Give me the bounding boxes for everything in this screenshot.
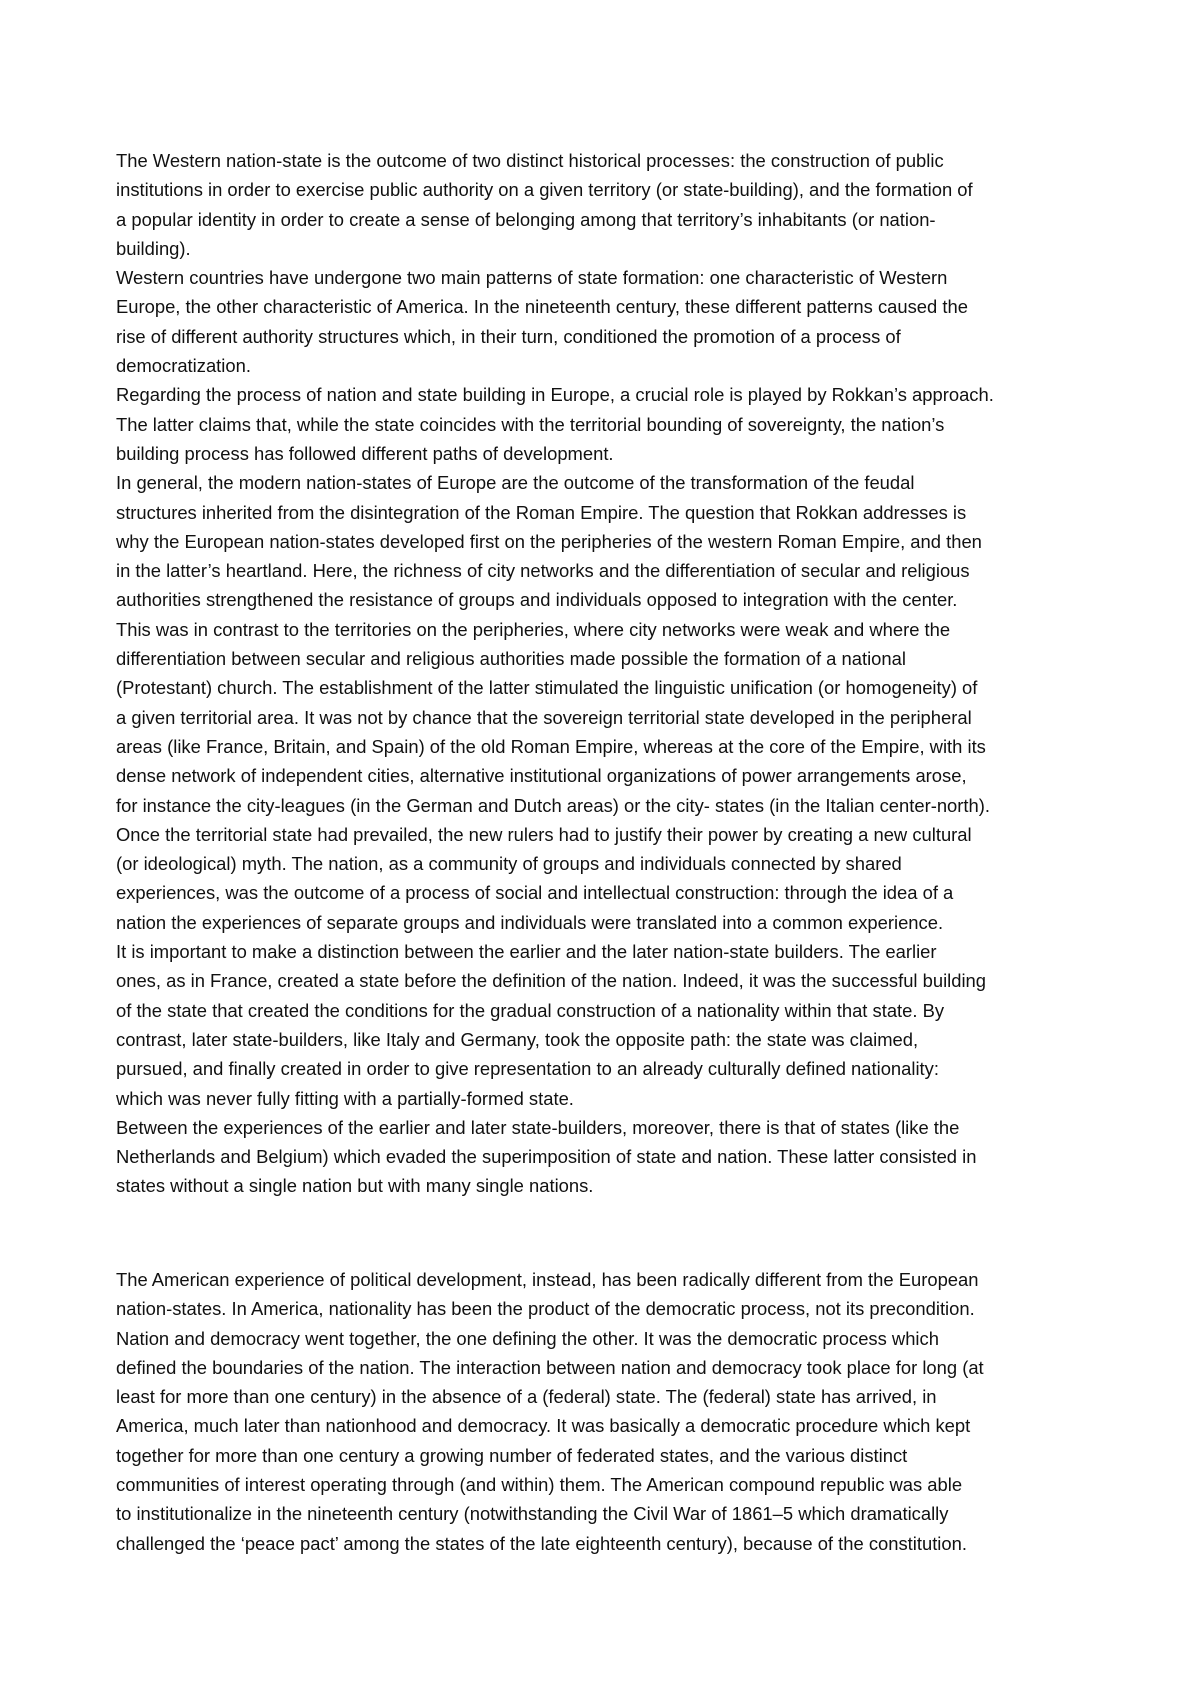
text-line: defined the boundaries of the nation. The interaction between nation and democracy took place for long (at [116, 1356, 984, 1378]
text-line: structures inherited from the disintegration of the Roman Empire. The question that Rokkan addresses is [116, 501, 967, 523]
text-line: a given territorial area. It was not by chance that the sovereign territorial state developed in the peripheral [116, 706, 972, 728]
text-line: building). [116, 237, 191, 259]
text-line: Once the territorial state had prevailed, the new rulers had to justify their power by creating a new cultural [116, 823, 972, 845]
text-line: Regarding the process of nation and state building in Europe, a crucial role is played by Rokkan’s approach. [116, 384, 994, 406]
text-line: In general, the modern nation-states of Europe are the outcome of the transformation of the feudal [116, 472, 915, 494]
text-line: Between the experiences of the earlier and later state-builders, moreover, there is that of states (like the [116, 1116, 960, 1138]
text-line: nation-states. In America, nationality has been the product of the democratic process, not its precondition. [116, 1298, 975, 1320]
text-line: (Protestant) church. The establishment of the latter stimulated the linguistic unification (or homogeneity) of [116, 677, 978, 699]
text-line: rise of different authority structures which, in their turn, conditioned the promotion of a process of [116, 325, 901, 347]
text-line: experiences, was the outcome of a process of social and intellectual construction: through the idea of a [116, 882, 954, 904]
text-line: why the European nation-states developed first on the peripheries of the western Roman Empire, and then [116, 530, 982, 552]
text-line: Western countries have undergone two main patterns of state formation: one characteristic of Western [116, 267, 948, 289]
text-line: states without a single nation but with many single nations. [116, 1175, 594, 1197]
text-line: differentiation between secular and religious authorities made possible the formation of a national [116, 648, 906, 670]
text-line: (or ideological) myth. The nation, as a community of groups and individuals connected by shared [116, 853, 902, 875]
text-line: The American experience of political development, instead, has been radically different from the European [116, 1269, 979, 1290]
text-line: It is important to make a distinction between the earlier and the later nation-state builders. The earlier [116, 941, 937, 963]
text-line: This was in contrast to the territories on the peripheries, where city networks were weak and where the [116, 618, 951, 640]
text-line: challenged the ‘peace pact’ among the states of the late eighteenth century), because of the constitution. [116, 1532, 967, 1554]
text-line: contrast, later state-builders, like Italy and Germany, took the opposite path: the state was claimed, [116, 1028, 919, 1050]
text-line: Nation and democracy went together, the one defining the other. It was the democratic process which [116, 1327, 939, 1349]
text-line: in the latter’s heartland. Here, the richness of city networks and the differentiation of secular and religious [116, 560, 970, 582]
text-line: which was never fully fitting with a partially-formed state. [116, 1087, 574, 1109]
text-line: building process has followed different paths of development. [116, 442, 614, 464]
text-line: America, much later than nationhood and democracy. It was basically a democratic procedure which kept [116, 1415, 971, 1437]
text-line: Netherlands and Belgium) which evaded the superimposition of state and nation. These latter consisted in [116, 1146, 977, 1168]
text-line: of the state that created the conditions for the gradual construction of a nationality within that state. By [116, 999, 945, 1021]
text-line: for instance the city-leagues (in the German and Dutch areas) or the city- states (in the Italian center-north). [116, 794, 990, 816]
text-line: communities of interest operating through (and within) them. The American compound republic was able [116, 1474, 963, 1496]
text-line: authorities strengthened the resistance of groups and individuals opposed to integration with the center. [116, 589, 958, 611]
text-section-europe [116, 146, 1106, 1201]
text-line: The latter claims that, while the state coincides with the territorial bounding of sovereignty, the nation’s [116, 413, 945, 435]
text-line: together for more than one century a growing number of federated states, and the various distinct [116, 1444, 908, 1466]
text-line: dense network of independent cities, alternative institutional organizations of power arrangements arose, [116, 765, 967, 787]
text-line: nation the experiences of separate groups and individuals were translated into a common experience. [116, 911, 944, 933]
text-line: areas (like France, Britain, and Spain) of the old Roman Empire, whereas at the core of the Empire, with its [116, 735, 986, 757]
text-line: a popular identity in order to create a sense of belonging among that territory’s inhabitants (or nation- [116, 208, 936, 230]
text-line: democratization. [116, 355, 251, 377]
text-line: least for more than one century) in the absence of a (federal) state. The (federal) state has arrived, in [116, 1386, 937, 1408]
text-line: The Western nation-state is the outcome of two distinct historical processes: the construction of public [116, 150, 944, 171]
text-line: to institutionalize in the nineteenth century (notwithstanding the Civil War of 1861–5 which dramatically [116, 1503, 949, 1525]
text-line: ones, as in France, created a state before the definition of the nation. Indeed, it was the successful building [116, 970, 987, 992]
text-line: pursued, and finally created in order to give representation to an already culturally defined nationality: [116, 1058, 939, 1080]
text-line: Europe, the other characteristic of America. In the nineteenth century, these different patterns caused the [116, 296, 968, 318]
text-section-america [116, 1265, 1106, 1558]
text-line: institutions in order to exercise public authority on a given territory (or state-building), and the formation of [116, 179, 973, 201]
